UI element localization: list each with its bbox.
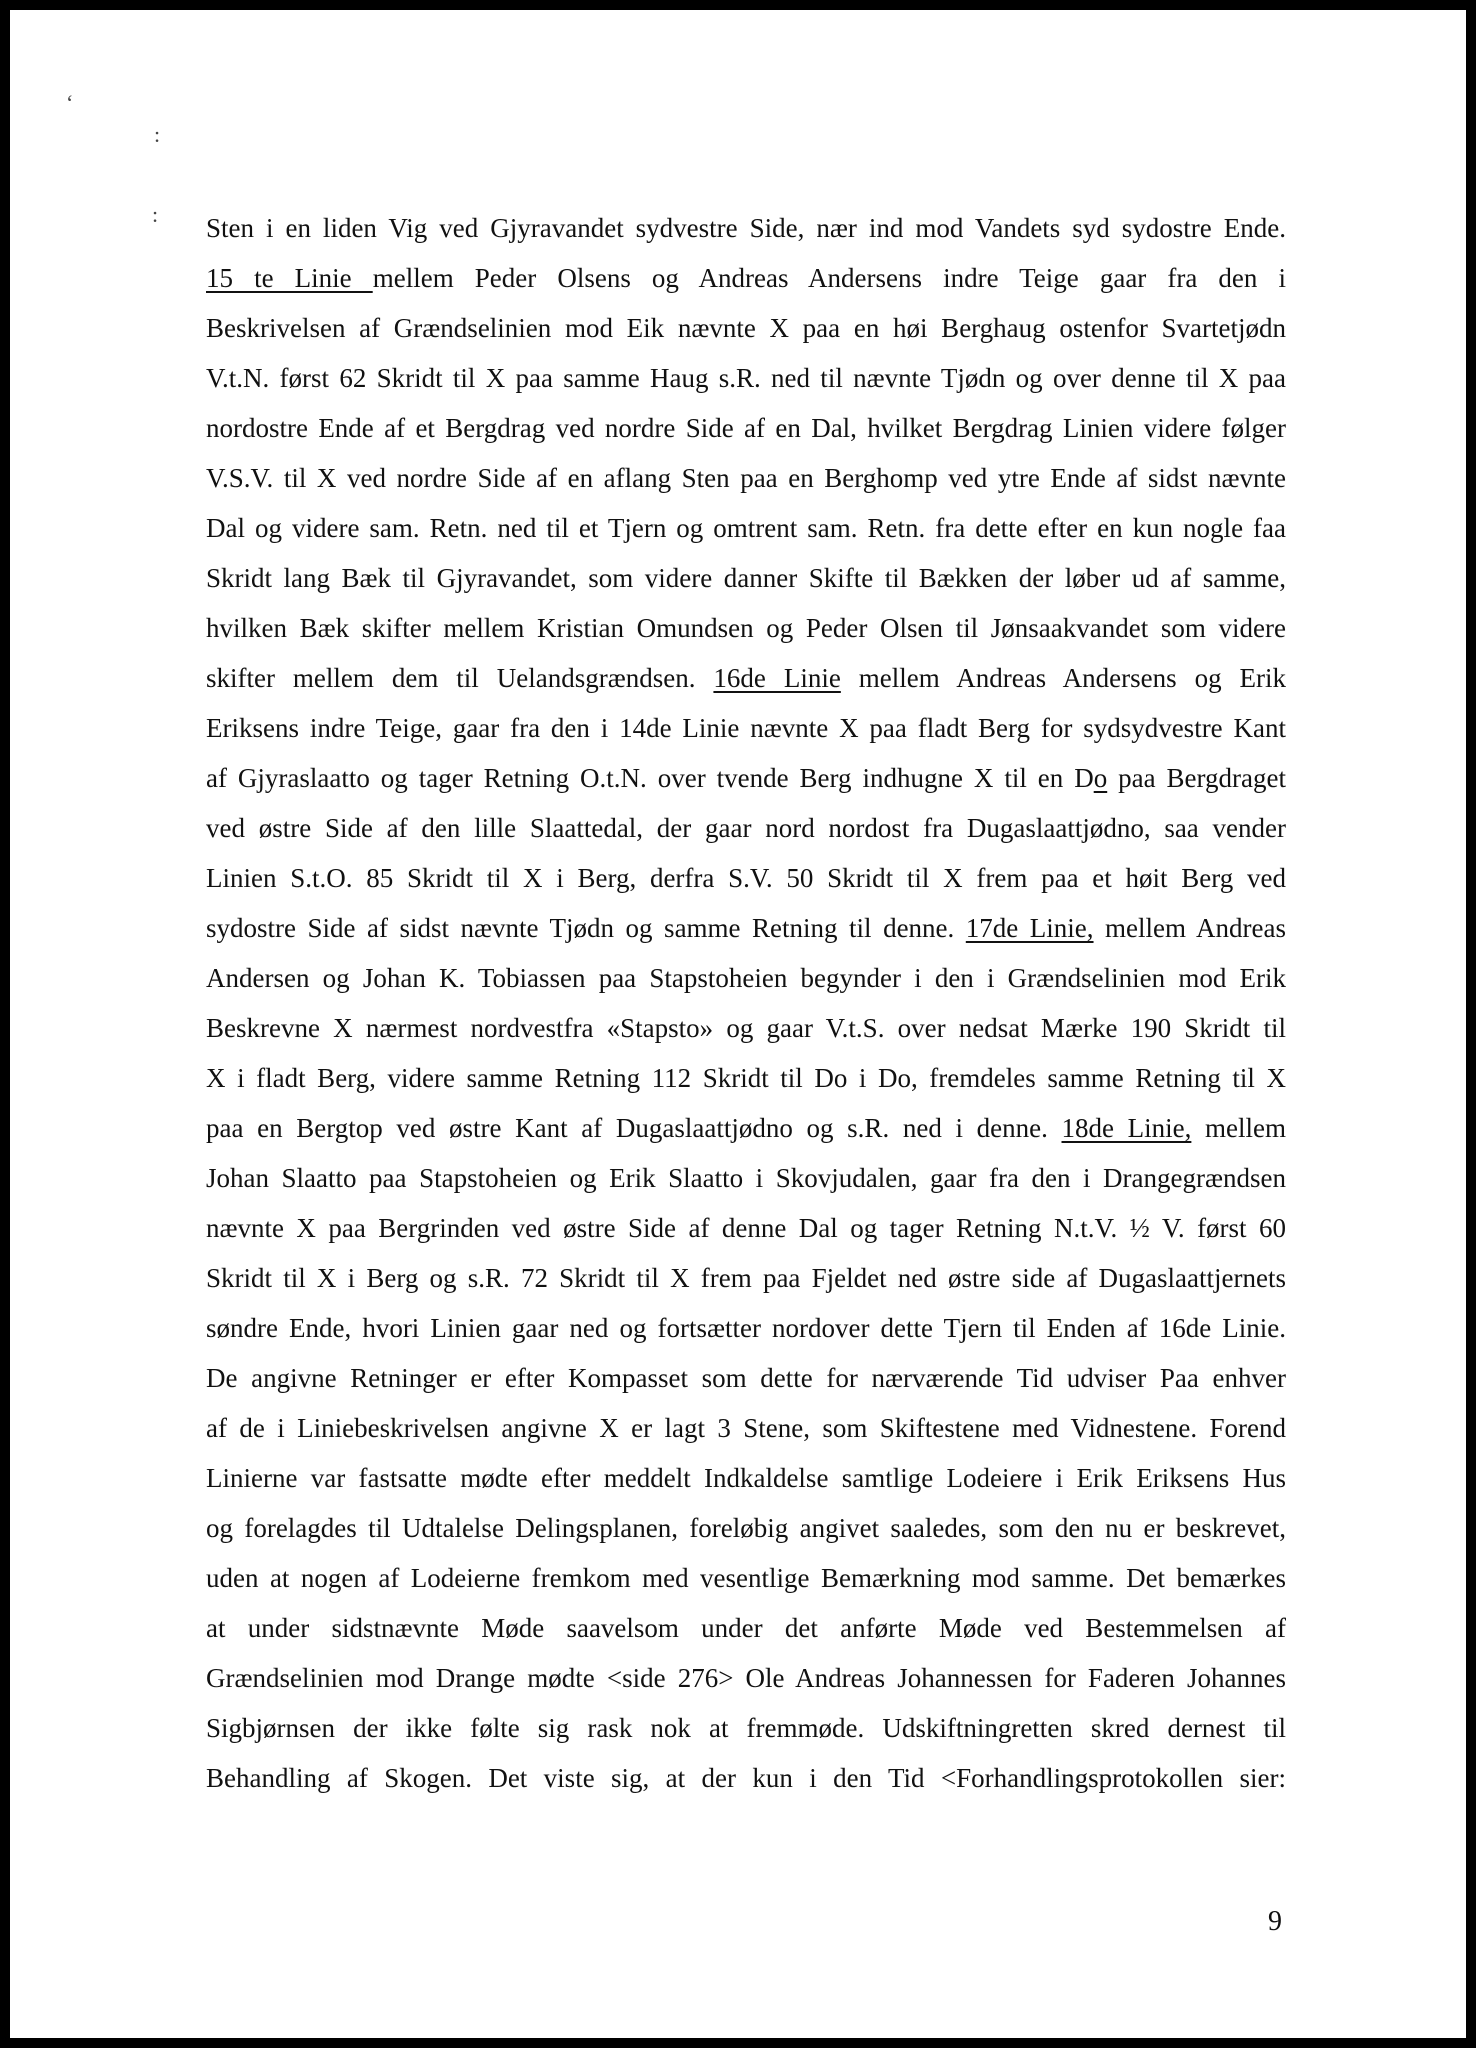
text-line [206, 753, 1286, 803]
underlined-heading: 16de Linie [713, 663, 841, 693]
text-line [206, 353, 1286, 403]
document-body [206, 203, 1286, 1803]
text-line [206, 1303, 1286, 1353]
text-segment: V.S.V. til X ved nordre Side af en aflang Sten paa en Berghomp ved ytre Ende af sidst nævnte [206, 463, 1286, 493]
text-segment: skifter mellem dem til Uelandsgrændsen. [206, 663, 714, 693]
text-segment: paa en Bergtop ved østre Kant af Dugaslaattjødno og s.R. ned i denne. [206, 1113, 1062, 1143]
text-segment: Skridt til X i Berg og s.R. 72 Skridt til X frem paa Fjeldet ned østre side af Dugaslaattjernets [206, 1263, 1286, 1293]
text-line [206, 253, 1286, 303]
text-line [206, 1453, 1286, 1503]
text-segment: Sigbjørnsen der ikke følte sig rask nok at fremmøde. Udskiftningretten skred dernest til [206, 1713, 1286, 1743]
text-line [206, 403, 1286, 453]
text-line [206, 903, 1286, 953]
text-segment: Dal og videre sam. Retn. ned til et Tjern og omtrent sam. Retn. fra dette efter en kun nogle faa [206, 513, 1286, 543]
text-line [206, 1753, 1286, 1803]
text-line [206, 1553, 1286, 1603]
text-segment: Sten i en liden Vig ved Gjyravandet sydvestre Side, nær ind mod Vandets syd sydostre Ende. [206, 213, 1286, 243]
text-segment: mellem Andreas Andersens og Erik [840, 663, 1287, 693]
text-segment: Beskrivelsen af Grændselinien mod Eik nævnte X paa en høi Berghaug ostenfor Svartetjødn [206, 313, 1286, 343]
text-segment: paa Bergdraget [1107, 763, 1286, 793]
text-segment: nordostre Ende af et Bergdrag ved nordre Side af en Dal, hvilket Bergdrag Linien videre følger [206, 413, 1286, 443]
text-segment: at under sidstnævnte Møde saavelsom under det anførte Møde ved Bestemmelsen af [206, 1613, 1286, 1643]
text-line [206, 653, 1286, 703]
text-segment: nævnte X paa Bergrinden ved østre Side af denne Dal og tager Retning N.t.V. ½ V. først 60 [206, 1213, 1286, 1243]
text-segment: af de i Liniebeskrivelsen angivne X er lagt 3 Stene, som Skiftestene med Vidnestene. Forend [206, 1413, 1286, 1443]
page-number: 9 [1268, 1906, 1282, 1937]
text-segment: sydostre Side af sidst nævnte Tjødn og samme Retning til denne. [206, 913, 966, 943]
text-line [206, 1703, 1286, 1753]
text-line [206, 1003, 1286, 1053]
text-line [206, 1653, 1286, 1703]
text-line [206, 1053, 1286, 1103]
margin-mark: : [152, 202, 159, 227]
underlined-heading: o [1093, 763, 1108, 793]
text-line [206, 1353, 1286, 1403]
text-line [206, 803, 1286, 853]
text-line [206, 453, 1286, 503]
text-segment: Linien S.t.O. 85 Skridt til X i Berg, derfra S.V. 50 Skridt til X frem paa et høit Berg ved [206, 863, 1286, 893]
text-segment: Linierne var fastsatte mødte efter meddelt Indkaldelse samtlige Lodeiere i Erik Eriksens Hus [206, 1463, 1286, 1493]
underlined-heading: 17de Linie, [965, 913, 1094, 943]
text-segment: Grændselinien mod Drange mødte <side 276> Ole Andreas Johannessen for Faderen Johannes [206, 1663, 1286, 1693]
text-segment: De angivne Retninger er efter Kompasset som dette for nærværende Tid udviser Paa enhver [206, 1363, 1286, 1393]
underlined-heading: 15 te Linie [206, 263, 373, 293]
text-segment: hvilken Bæk skifter mellem Kristian Omundsen og Peder Olsen til Jønsaakvandet som videre [206, 613, 1286, 643]
text-segment: Behandling af Skogen. Det viste sig, at der kun i den Tid <Forhandlingsprotokollen sier: [206, 1763, 1286, 1793]
text-line [206, 1403, 1286, 1453]
text-segment: mellem Andreas [1093, 913, 1287, 943]
text-line [206, 853, 1286, 903]
margin-mark: : [154, 122, 161, 147]
text-line [206, 203, 1286, 253]
underlined-heading: 18de Linie, [1061, 1113, 1192, 1143]
text-line [206, 953, 1286, 1003]
text-line [206, 1203, 1286, 1253]
text-line [206, 1253, 1286, 1303]
margin-mark: ‘ [66, 90, 74, 115]
text-segment: Skridt lang Bæk til Gjyravandet, som videre danner Skifte til Bækken der løber ud af samme, [206, 563, 1286, 593]
text-line [206, 503, 1286, 553]
text-line [206, 603, 1286, 653]
text-segment: af Gjyraslaatto og tager Retning O.t.N. over tvende Berg indhugne X til en D [206, 763, 1094, 793]
text-segment: ved østre Side af den lille Slaattedal, der gaar nord nordost fra Dugaslaattjødno, saa vender [206, 813, 1286, 843]
text-line [206, 1103, 1286, 1153]
text-segment: V.t.N. først 62 Skridt til X paa samme Haug s.R. ned til nævnte Tjødn og over denne til X paa [206, 363, 1286, 393]
document-page [10, 10, 1466, 2038]
text-line [206, 1503, 1286, 1553]
text-segment: Johan Slaatto paa Stapstoheien og Erik Slaatto i Skovjudalen, gaar fra den i Drangegrændsen [206, 1163, 1286, 1193]
text-segment: X i fladt Berg, videre samme Retning 112 Skridt til Do i Do, fremdeles samme Retning til X [206, 1063, 1286, 1093]
text-segment: mellem Peder Olsens og Andreas Andersens indre Teige gaar fra den i [372, 263, 1286, 293]
text-segment: og forelagdes til Udtalelse Delingsplanen, foreløbig angivet saaledes, som den nu er beskrevet, [206, 1513, 1286, 1543]
text-line [206, 303, 1286, 353]
text-line [206, 553, 1286, 603]
text-segment: Andersen og Johan K. Tobiassen paa Stapstoheien begynder i den i Grændselinien mod Erik [206, 963, 1286, 993]
text-segment: søndre Ende, hvori Linien gaar ned og fortsætter nordover dette Tjern til Enden af 16de Linie. [206, 1313, 1286, 1343]
text-line [206, 1153, 1286, 1203]
text-line [206, 703, 1286, 753]
text-segment: uden at nogen af Lodeierne fremkom med vesentlige Bemærkning mod samme. Det bemærkes [206, 1563, 1286, 1593]
text-segment: Beskrevne X nærmest nordvestfra «Stapsto» og gaar V.t.S. over nedsat Mærke 190 Skridt til [206, 1013, 1286, 1043]
text-segment: mellem [1191, 1113, 1286, 1143]
text-line [206, 1603, 1286, 1653]
text-segment: Eriksens indre Teige, gaar fra den i 14de Linie nævnte X paa fladt Berg for sydsydvestre Kant [206, 713, 1286, 743]
